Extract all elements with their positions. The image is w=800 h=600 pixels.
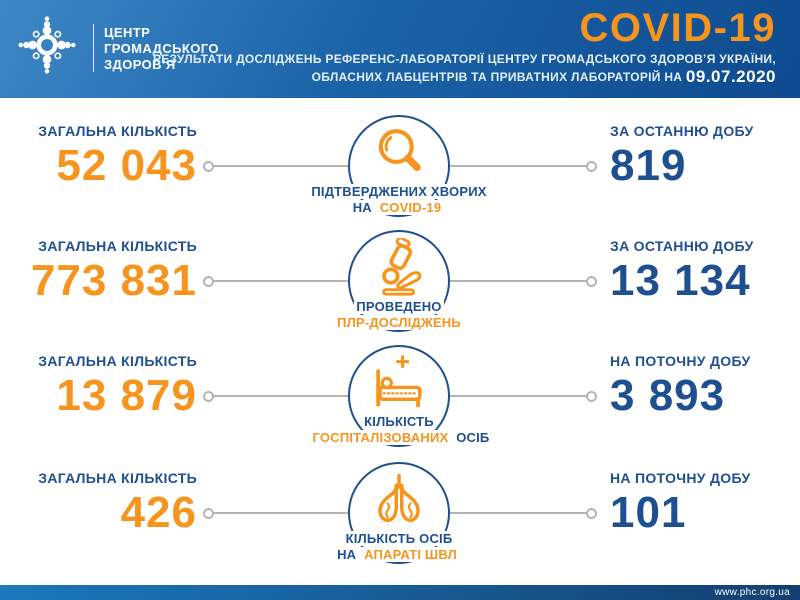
logo-text-line1: ЦЕНТР (104, 25, 151, 40)
daily-label: ЗА ОСТАННЮ ДОБУ (610, 123, 754, 139)
connector-left (206, 395, 348, 397)
connector-endpoint (586, 276, 597, 287)
circle-label-line-2: НА COVID-19 (279, 200, 519, 216)
connector-right (450, 165, 594, 167)
total-value: 426 (120, 488, 197, 537)
stat-circle-label (279, 414, 519, 446)
subtitle-line-2-text: ОБЛАСНИХ ЛАБЦЕНТРІВ ТА ПРИВАТНИХ ЛАБОРАТОРІЙ НА (311, 70, 683, 84)
footer-url: www.phc.org.ua (714, 587, 790, 598)
total-label: ЗАГАЛЬНА КІЛЬКІСТЬ (38, 353, 197, 369)
total-value: 13 879 (56, 371, 197, 420)
logo-separator (93, 24, 94, 72)
connector-left (206, 280, 348, 282)
total-block (0, 462, 197, 536)
microscope-icon (370, 238, 428, 296)
hospital-bed-icon (370, 353, 428, 411)
daily-value: 3 893 (610, 371, 726, 420)
page-title: COVID-19 (579, 6, 776, 50)
footer (0, 585, 800, 600)
total-block (0, 345, 197, 419)
daily-value: 13 134 (610, 256, 751, 305)
logo-text-line2: ГРОМАДСЬКОГО (104, 41, 219, 56)
phc-logo (14, 12, 80, 78)
daily-block (610, 115, 795, 189)
connector-left (206, 165, 348, 167)
daily-block (610, 345, 795, 419)
total-label: ЗАГАЛЬНА КІЛЬКІСТЬ (38, 123, 197, 139)
stat-circle-label (279, 184, 519, 216)
circle-label-line-2: ПЛР-ДОСЛІДЖЕНЬ (279, 315, 519, 331)
total-block (0, 115, 197, 189)
daily-label: НА ПОТОЧНУ ДОБУ (610, 470, 751, 486)
phc-logo-icon (14, 12, 80, 78)
total-label: ЗАГАЛЬНА КІЛЬКІСТЬ (38, 238, 197, 254)
daily-value: 101 (610, 488, 687, 537)
stat-row-pcr-tests (0, 230, 800, 345)
circle-label-line-2: НА АПАРАТІ ШВЛ (279, 547, 519, 563)
subtitle-line-1: РЕЗУЛЬТАТИ ДОСЛІДЖЕНЬ РЕФЕРЕНС-ЛАБОРАТОРІЇ ЦЕНТРУ ГРОМАДСЬКОГО ЗДОРОВ’Я УКРАЇНИ, (152, 52, 776, 66)
connector-endpoint (203, 391, 214, 402)
daily-label: НА ПОТОЧНУ ДОБУ (610, 353, 751, 369)
report-date: 09.07.2020 (685, 67, 776, 86)
total-block (0, 230, 197, 304)
connector-endpoint (203, 161, 214, 172)
connector-endpoint (586, 508, 597, 519)
connector-right (450, 395, 594, 397)
connector-endpoint (203, 508, 214, 519)
connector-endpoint (586, 161, 597, 172)
circle-label-line-1: КІЛЬКІСТЬ ОСІБ (345, 531, 453, 546)
connector-right (450, 512, 594, 514)
stat-row-ventilators (0, 462, 800, 577)
daily-block (610, 462, 795, 536)
header-right (153, 5, 776, 86)
stat-row-confirmed (0, 115, 800, 230)
circle-label-line-1: КІЛЬКІСТЬ (364, 414, 434, 429)
total-label: ЗАГАЛЬНА КІЛЬКІСТЬ (38, 470, 197, 486)
daily-block (610, 230, 795, 304)
connector-left (206, 512, 348, 514)
logo-text-line3: ЗДОРОВ’Я (104, 57, 176, 72)
connector-endpoint (203, 276, 214, 287)
daily-label: ЗА ОСТАННЮ ДОБУ (610, 238, 754, 254)
stat-circle-label (279, 531, 519, 563)
total-value: 52 043 (56, 141, 197, 190)
connector-endpoint (586, 391, 597, 402)
header (0, 0, 800, 98)
daily-value: 819 (610, 141, 687, 190)
subtitle-line-2 (153, 68, 776, 86)
circle-label-line-2: ГОСПІТАЛІЗОВАНИХ ОСІБ (279, 430, 519, 446)
magnifier-icon (370, 123, 428, 181)
circle-label-line-1: ПРОВЕДЕНО (356, 299, 442, 314)
circle-label-line-1: ПІДТВЕРДЖЕНИХ ХВОРИХ (311, 184, 487, 199)
lungs-icon (370, 470, 428, 528)
connector-right (450, 280, 594, 282)
stat-circle-label (279, 299, 519, 331)
total-value: 773 831 (30, 256, 197, 305)
stat-row-hospitalized (0, 345, 800, 460)
